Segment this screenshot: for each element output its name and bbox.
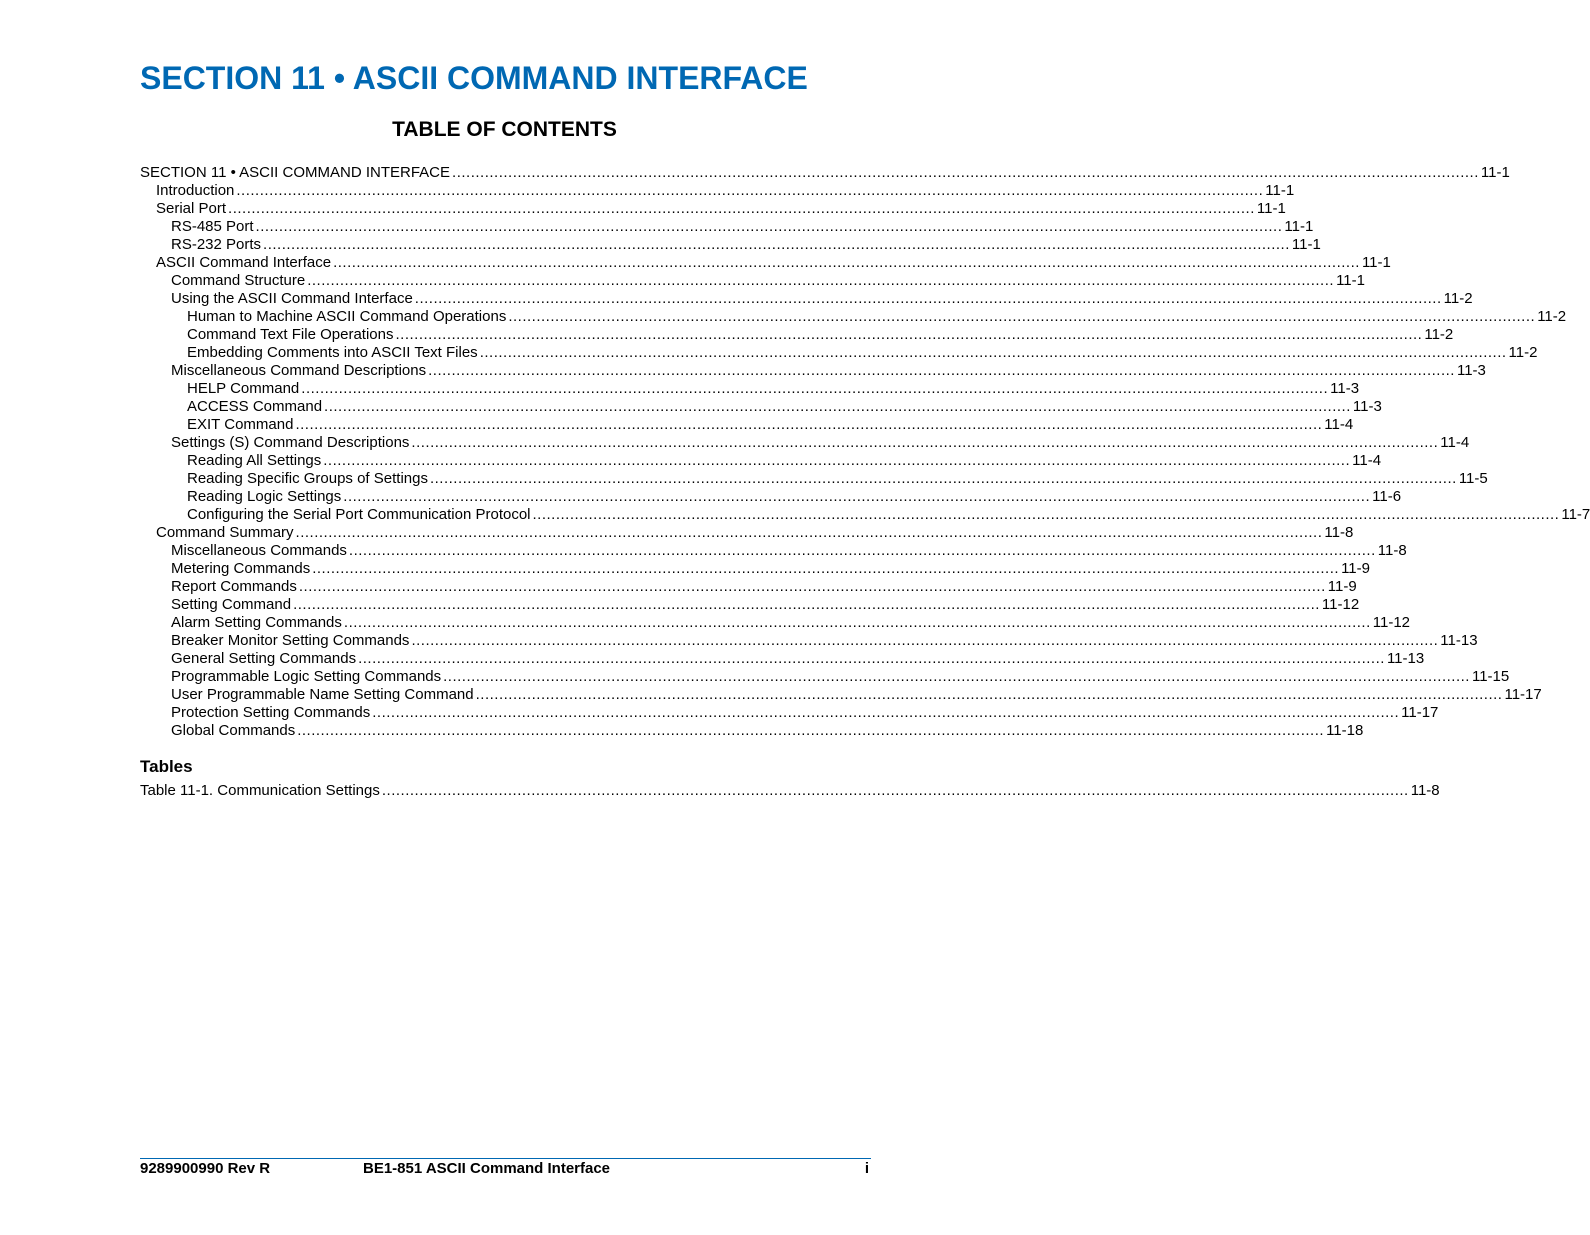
toc-entry-title: Protection Setting Commands [171,704,371,721]
toc-entry[interactable] [140,434,1470,452]
toc-entry-title: EXIT Command [187,416,294,433]
toc-entry-page: 11-6 [1372,488,1402,505]
toc-entry-title: Reading Logic Settings [187,488,342,505]
dot-leader: ............................................................................................................................................................................................................................ [295,416,1323,433]
toc-entry-title: Alarm Setting Commands [171,614,342,631]
toc-entry-page: 11-5 [1458,470,1488,487]
dot-leader: ............................................................................................................................................................................................................................ [343,614,1371,631]
toc-entry-title: Settings (S) Command Descriptions [171,434,410,451]
dot-leader: ............................................................................................................................................................................................................................ [293,596,1320,613]
toc-entry-page: 11-13 [1440,632,1478,649]
footer-rule [140,1158,871,1159]
toc-entry-title: Global Commands [171,722,296,739]
toc-entry[interactable] [140,578,1357,596]
dot-leader: ............................................................................................................................................................................................................................ [372,704,1400,721]
toc-entry-title: Programmable Logic Setting Commands [171,668,442,685]
toc-entry[interactable] [140,668,1510,686]
dot-leader: ............................................................................................................................................................................................................................ [395,326,1423,343]
toc-entry-page: 11-7 [1561,506,1590,523]
toc-entry[interactable] [140,560,1370,578]
toc-entry-page: 11-12 [1372,614,1411,631]
toc-entry-page: 11-1 [1480,164,1510,181]
table-entry-page: 11-8 [1410,782,1440,799]
toc-entry-page: 11-1 [1284,218,1314,235]
toc-entry[interactable] [140,308,1567,326]
toc-entry[interactable] [140,344,1538,362]
toc-entry-title: Introduction [156,182,235,199]
toc-entry-page: 11-9 [1327,578,1357,595]
toc-entry-page: 11-8 [1324,524,1354,541]
footer-doc-number: 9289900990 Rev R [140,1160,271,1177]
toc-entry-page: 11-4 [1440,434,1470,451]
toc-entry-page: 11-1 [1336,272,1365,289]
toc-entry-title: Command Text File Operations [187,326,394,343]
toc-entry-title: Command Structure [171,272,306,289]
toc-entry-page: 11-1 [1361,254,1391,271]
toc-entry-page: 11-3 [1352,398,1382,415]
dot-leader: ............................................................................................................................................................................................................................ [411,632,1439,649]
toc-entry[interactable] [140,470,1488,488]
toc-entry-page: 11-4 [1324,416,1354,433]
toc-entry[interactable] [140,632,1478,650]
toc-title: TABLE OF CONTENTS [392,118,617,141]
dot-leader: ............................................................................................................................................................................................................................ [312,560,1340,577]
dot-leader: ............................................................................................................................................................................................................................ [298,578,1326,595]
list-of-tables [140,782,1440,800]
tables-heading: Tables [140,757,193,776]
toc-entry-title: Miscellaneous Command Descriptions [171,362,427,379]
toc-entry[interactable] [140,398,1382,416]
toc-entry-title: Metering Commands [171,560,311,577]
toc-entry-title: Configuring the Serial Port Communication Protocol [187,506,531,523]
section-title: SECTION 11 • ASCII COMMAND INTERFACE [140,60,808,96]
toc-entry-page: 11-12 [1321,596,1360,613]
toc-entry[interactable] [140,596,1360,614]
dot-leader: ............................................................................................................................................................................................................................ [532,506,1560,523]
toc-entry-page: 11-8 [1377,542,1407,559]
dot-leader: ............................................................................................................................................................................................................................ [358,650,1385,667]
toc-entry-page: 11-2 [1537,308,1567,325]
dot-leader: ............................................................................................................................................................................................................................ [228,200,1255,217]
toc-entry-title: Miscellaneous Commands [171,542,347,559]
table-of-contents [140,164,1590,740]
toc-entry-title: Serial Port [156,200,227,217]
toc-entry[interactable] [140,362,1486,380]
dot-leader: ............................................................................................................................................................................................................................ [452,164,1479,181]
toc-entry-title: Breaker Monitor Setting Commands [171,632,410,649]
dot-leader: ............................................................................................................................................................................................................................ [414,290,1442,307]
toc-entry-page: 11-3 [1330,380,1360,397]
toc-entry[interactable] [140,722,1364,740]
toc-entry[interactable] [140,686,1542,704]
dot-leader: ............................................................................................................................................................................................................................ [297,722,1325,739]
dot-leader: ............................................................................................................................................................................................................................ [333,254,1360,271]
toc-entry-title: RS-485 Port [171,218,254,235]
dot-leader: ............................................................................................................................................................................................................................ [479,344,1507,361]
toc-entry[interactable] [140,326,1454,344]
toc-entry-page: 11-4 [1352,452,1382,469]
dot-leader: ............................................................................................................................................................................................................................ [307,272,1335,289]
page-footer [140,1160,869,1178]
footer-doc-title: BE1-851 ASCII Command Interface [363,1160,611,1177]
dot-leader: ............................................................................................................................................................................................................................ [443,668,1470,685]
dot-leader: ............................................................................................................................................................................................................................ [428,362,1455,379]
toc-entry-page: 11-2 [1424,326,1454,343]
dot-leader: ............................................................................................................................................................................................................................ [475,686,1503,703]
toc-entry[interactable] [140,236,1321,254]
toc-entry-page: 11-1 [1291,236,1321,253]
toc-entry[interactable] [140,650,1425,668]
toc-entry-title: Reading Specific Groups of Settings [187,470,428,487]
dot-leader: ............................................................................................................................................................................................................................ [508,308,1536,325]
toc-entry-title: Human to Machine ASCII Command Operations [187,308,507,325]
toc-entry[interactable] [140,542,1407,560]
toc-entry-page: 11-15 [1471,668,1510,685]
toc-entry[interactable] [140,506,1590,524]
dot-leader: ............................................................................................................................................................................................................................ [263,236,1290,253]
dot-leader: ............................................................................................................................................................................................................................ [236,182,1264,199]
toc-entry[interactable] [140,200,1286,218]
toc-entry-title: Setting Command [171,596,292,613]
dot-leader: ............................................................................................................................................................................................................................ [255,218,1283,235]
toc-entry[interactable] [140,416,1354,434]
toc-entry[interactable] [140,380,1360,398]
toc-entry-page: 11-2 [1508,344,1538,361]
toc-entry-title: ACCESS Command [187,398,323,415]
toc-entry-page: 11-1 [1256,200,1286,217]
dot-leader: ............................................................................................................................................................................................................................ [324,398,1351,415]
toc-entry-title: General Setting Commands [171,650,357,667]
toc-entry-title: User Programmable Name Setting Command [171,686,474,703]
toc-entry[interactable] [140,614,1411,632]
toc-entry-page: 11-3 [1456,362,1486,379]
dot-leader: ............................................................................................................................................................................................................................ [295,524,1323,541]
toc-entry[interactable] [140,524,1354,542]
toc-entry-page: 11-1 [1265,182,1295,199]
dot-leader: ............................................................................................................................................................................................................................ [429,470,1457,487]
toc-entry-title: SECTION 11 • ASCII COMMAND INTERFACE [140,164,451,181]
toc-entry[interactable] [140,164,1510,182]
toc-entry-title: ASCII Command Interface [156,254,332,271]
footer-page-number: i [864,1160,869,1177]
toc-entry-page: 11-13 [1386,650,1425,667]
toc-entry-title: Using the ASCII Command Interface [171,290,413,307]
toc-entry-title: Reading All Settings [187,452,322,469]
toc-entry-title: RS-232 Ports [171,236,262,253]
table-entry-title: Table 11-1. Communication Settings [140,782,380,799]
toc-entry-title: Report Commands [171,578,297,595]
dot-leader: ............................................................................................................................................................................................................................ [323,452,1351,469]
toc-entry-page: 11-9 [1341,560,1370,577]
toc-entry[interactable] [140,452,1382,470]
dot-leader: ............................................................................................................................................................................................................................ [301,380,1329,397]
dot-leader: ............................................................................................................................................................................................................................ [343,488,1371,505]
dot-leader: ............................................................................................................................................................................................................................ [348,542,1376,559]
toc-entry-title: Embedding Comments into ASCII Text Files [187,344,478,361]
toc-entry-page: 11-17 [1504,686,1542,703]
toc-entry[interactable] [140,254,1391,272]
toc-entry[interactable] [140,290,1473,308]
toc-entry[interactable] [140,488,1402,506]
toc-entry[interactable] [140,272,1365,290]
dot-leader: ............................................................................................................................................................................................................................ [411,434,1439,451]
toc-entry-title: HELP Command [187,380,300,397]
toc-entry[interactable] [140,182,1295,200]
table-entry[interactable] [140,782,1440,800]
toc-entry[interactable] [140,218,1314,236]
toc-entry-page: 11-17 [1401,704,1439,721]
toc-entry-page: 11-2 [1443,290,1473,307]
toc-entry-page: 11-18 [1326,722,1364,739]
dot-leader: ............................................................................................................................................................................................................................ [381,782,1409,799]
toc-entry-title: Command Summary [156,524,294,541]
toc-entry[interactable] [140,704,1439,722]
